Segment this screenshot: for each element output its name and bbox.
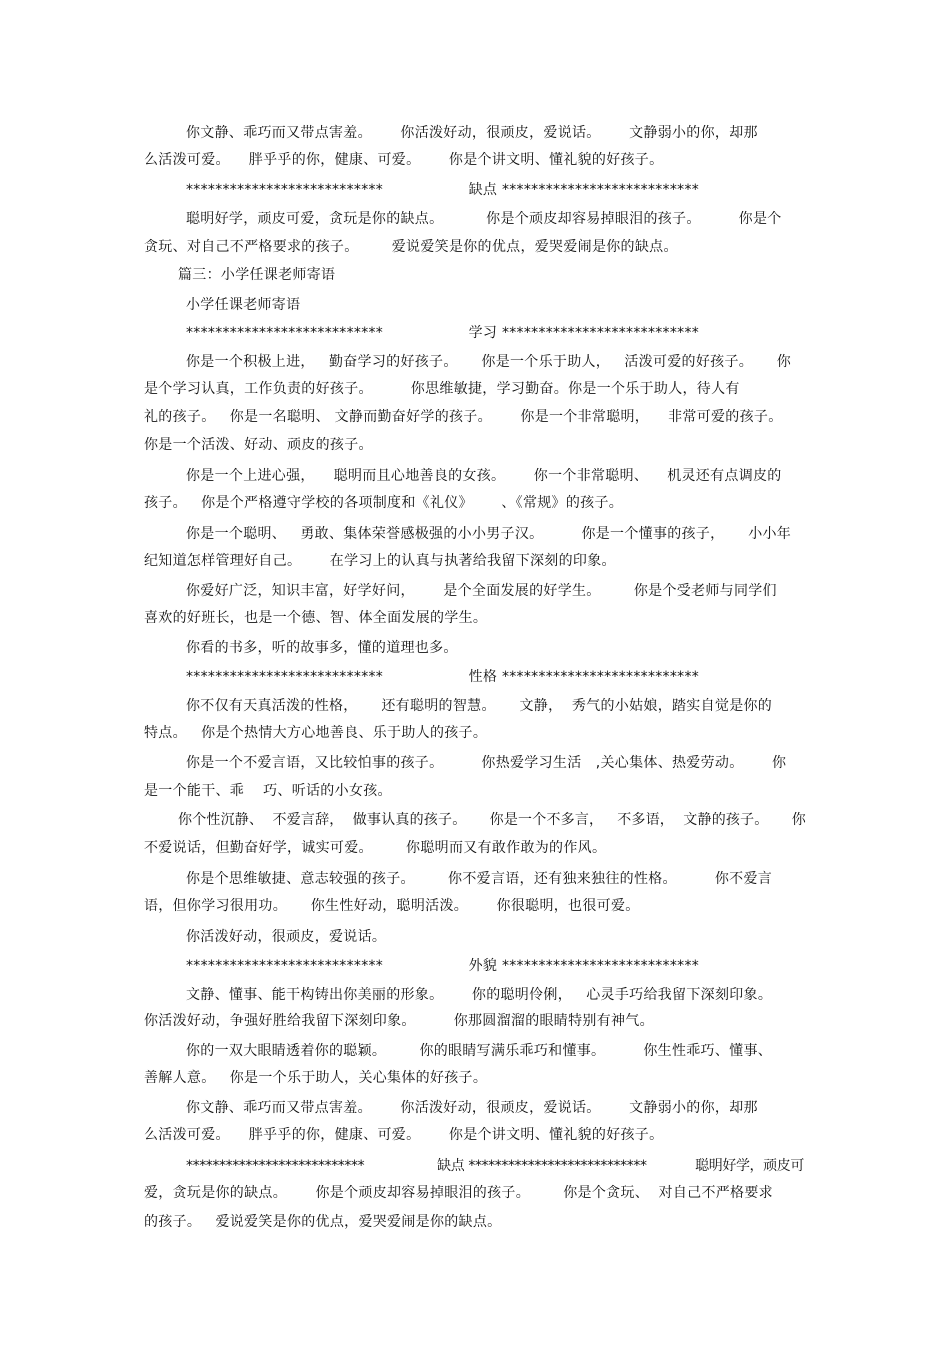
- text-line: 特点。 你是个热情大方心地善良、乐于助人的孩子。: [144, 725, 488, 741]
- chapter-heading: 篇三：小学任课老师寄语: [178, 267, 336, 283]
- text-line: 你看的书多，听的故事多，懂的道理也多。: [186, 640, 458, 656]
- text-line: 你是一个活泼、好动、顽皮的孩子。: [144, 437, 373, 453]
- text-line: 么活泼可爱。 胖乎乎的你，健康、可爱。 你是个讲文明、懂礼貌的好孩子。: [144, 152, 664, 168]
- text-line: 聪明好学，顽皮可爱，贪玩是你的缺点。 你是个顽皮却容易掉眼泪的孩子。 你是个: [186, 211, 782, 227]
- text-line: 你活泼好动，争强好胜给我留下深刻印象。 你那圆溜溜的眼睛特别有神气。: [144, 1013, 654, 1029]
- text-line: 是一个能干、乖 巧、听话的小女孩。: [144, 783, 392, 799]
- section-divider: *************************** 性格 ***************************: [186, 669, 700, 685]
- text-line: 你爱好广泛，知识丰富，好学好问， 是个全面发展的好学生。 你是个受老师与同学们: [186, 583, 777, 599]
- text-line: 贪玩、对自己不严格要求的孩子。 爱说爱笑是你的优点，爱哭爱闹是你的缺点。: [144, 239, 678, 255]
- text-line: 善解人意。 你是一个乐于助人，关心集体的好孩子。: [144, 1070, 488, 1086]
- text-line: 你文静、乖巧而又带点害羞。 你活泼好动，很顽皮，爱说话。 文静弱小的你，却那: [186, 1100, 758, 1116]
- text-line: 孩子。 你是个严格遵守学校的各项制度和《礼仪》 、《常规》的孩子。: [144, 495, 624, 511]
- text-line: 你个性沉静、 不爱言辞， 做事认真的孩子。 你是一个不多言， 不多语， 文静的孩子。 你: [178, 812, 806, 828]
- text-line: 爱，贪玩是你的缺点。 你是个顽皮却容易掉眼泪的孩子。 你是个贪玩、 对自己不严格要求: [144, 1185, 773, 1201]
- text-line: 纪知道怎样管理好自己。 在学习上的认真与执著给我留下深刻的印象。: [144, 553, 616, 569]
- document-title: 小学任课老师寄语: [186, 297, 301, 313]
- text-line: 你是一个积极上进， 勤奋学习的好孩子。 你是一个乐于助人， 活泼可爱的好孩子。 你: [186, 354, 792, 370]
- text-line: 你文静、乖巧而又带点害羞。 你活泼好动，很顽皮，爱说话。 文静弱小的你，却那: [186, 125, 758, 141]
- section-divider: *************************** 缺点 ***************************: [186, 182, 700, 198]
- text-line: 喜欢的好班长，也是一个德、智、体全面发展的学生。: [144, 610, 488, 626]
- text-line: 你的一双大眼睛透着你的聪颖。 你的眼睛写满乐乖巧和懂事。 你生性乖巧、懂事、: [186, 1043, 773, 1059]
- text-line: 你是一个不爱言语，又比较怕事的孩子。 你热爱学习生活 ,关心集体、热爱劳动。 你: [186, 755, 787, 771]
- text-line: 的孩子。 爱说爱笑是你的优点，爱哭爱闹是你的缺点。: [144, 1214, 502, 1230]
- section-divider: *************************** 外貌 ***************************: [186, 958, 700, 974]
- text-line: 礼的孩子。 你是一名聪明、 文静而勤奋好学的孩子。 你是一个非常聪明， 非常可爱的孩子。: [144, 409, 783, 425]
- text-line: 你不仅有天真活泼的性格， 还有聪明的智慧。 文静， 秀气的小姑娘，踏实自觉是你的: [186, 698, 773, 714]
- text-line: 你是个思维敏捷、意志较强的孩子。 你不爱言语，还有独来独往的性格。 你不爱言: [186, 871, 773, 887]
- section-divider: *************************** 缺点 *************************** 聪明好学，顽皮可: [186, 1158, 804, 1174]
- text-line: 文静、懂事、能干构铸出你美丽的形象。 你的聪明伶俐， 心灵手巧给我留下深刻印象。: [186, 987, 773, 1003]
- text-line: 么活泼可爱。 胖乎乎的你，健康、可爱。 你是个讲文明、懂礼貌的好孩子。: [144, 1127, 664, 1143]
- text-line: 语，但你学习很用功。 你生性好动，聪明活泼。 你很聪明，也很可爱。: [144, 898, 640, 914]
- section-divider: *************************** 学习 ***************************: [186, 325, 700, 341]
- text-line: 是个学习认真，工作负责的好孩子。 你思维敏捷，学习勤奋。你是一个乐于助人，待人有: [144, 381, 740, 397]
- text-line: 你是一个聪明、 勇敢、集体荣誉感极强的小小男子汉。 你是一个懂事的孩子， 小小年: [186, 526, 792, 542]
- text-line: 不爱说话，但勤奋好学，诚实可爱。 你聪明而又有敢作敢为的作风。: [144, 840, 607, 856]
- text-line: 你是一个上进心强， 聪明而且心地善良的女孩。 你一个非常聪明、 机灵还有点调皮的: [186, 468, 782, 484]
- text-line: 你活泼好动，很顽皮，爱说话。: [186, 929, 387, 945]
